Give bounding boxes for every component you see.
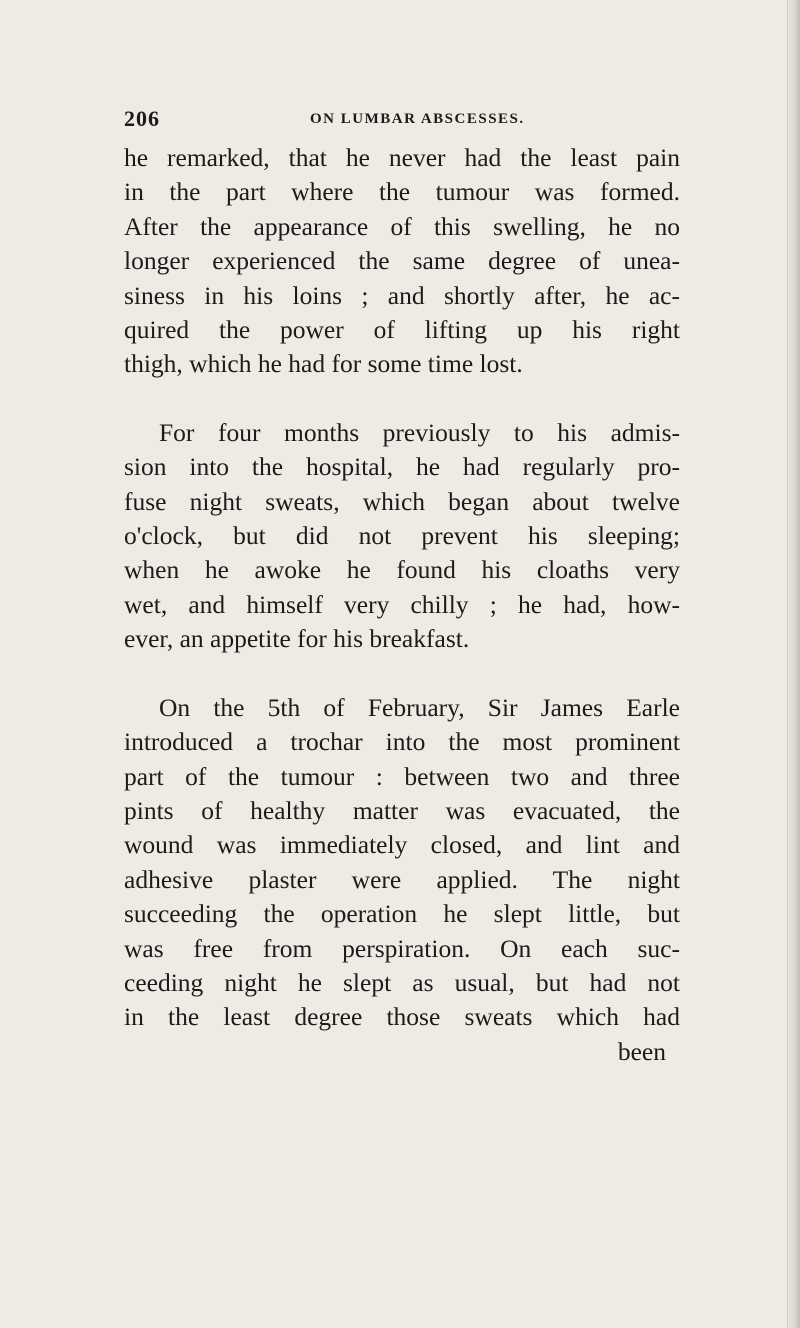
body-text [124, 141, 680, 1103]
text-line: thigh, which he had for some time lost. [124, 349, 523, 379]
text-line: quired the power of lifting up his right [124, 315, 680, 345]
text-line: ever, an appetite for his breakfast. [124, 624, 470, 654]
text-line: in the least degree those sweats which had [124, 1002, 680, 1032]
text-line: o'clock, but did not prevent his sleeping; [124, 521, 680, 551]
page-number: 206 [124, 106, 160, 131]
text-line: After the appearance of this swelling, he no [124, 211, 680, 241]
page-edge [787, 0, 800, 1328]
text-line: ceeding night he slept as usual, but had not [124, 967, 680, 997]
text-line: introduced a trochar into the most prominent [124, 727, 680, 757]
catchword: been [617, 1036, 666, 1066]
page-header [124, 106, 684, 136]
paragraph-2 [124, 416, 680, 657]
text-line: siness in his loins ; and shortly after, he ac- [124, 280, 680, 310]
text-line: On the 5th of February, Sir James Earle [159, 692, 680, 722]
text-line: fuse night sweats, which began about twelve [124, 486, 680, 516]
running-head: ON LUMBAR ABSCESSES. [310, 111, 525, 127]
text-line: was free from perspiration. On each suc- [124, 933, 680, 963]
text-line: part of the tumour : between two and three [124, 761, 680, 791]
text-line: longer experienced the same degree of unea- [124, 246, 680, 276]
text-line: pints of healthy matter was evacuated, the [124, 795, 680, 825]
text-line: For four months previously to his admis- [159, 417, 680, 447]
text-line: wound was immediately closed, and lint and [124, 830, 680, 860]
text-line: adhesive plaster were applied. The night [124, 864, 680, 894]
paragraph-1 [124, 141, 680, 382]
text-line: succeeding the operation he slept little, but [124, 899, 680, 929]
text-line: sion into the hospital, he had regularly pro- [124, 452, 680, 482]
text-line: when he awoke he found his cloaths very [124, 555, 680, 585]
text-line: in the part where the tumour was formed. [124, 177, 680, 207]
text-line: wet, and himself very chilly ; he had, how- [124, 589, 680, 619]
text-line: he remarked, that he never had the least pain [124, 143, 680, 172]
paragraph-3 [124, 691, 680, 1069]
